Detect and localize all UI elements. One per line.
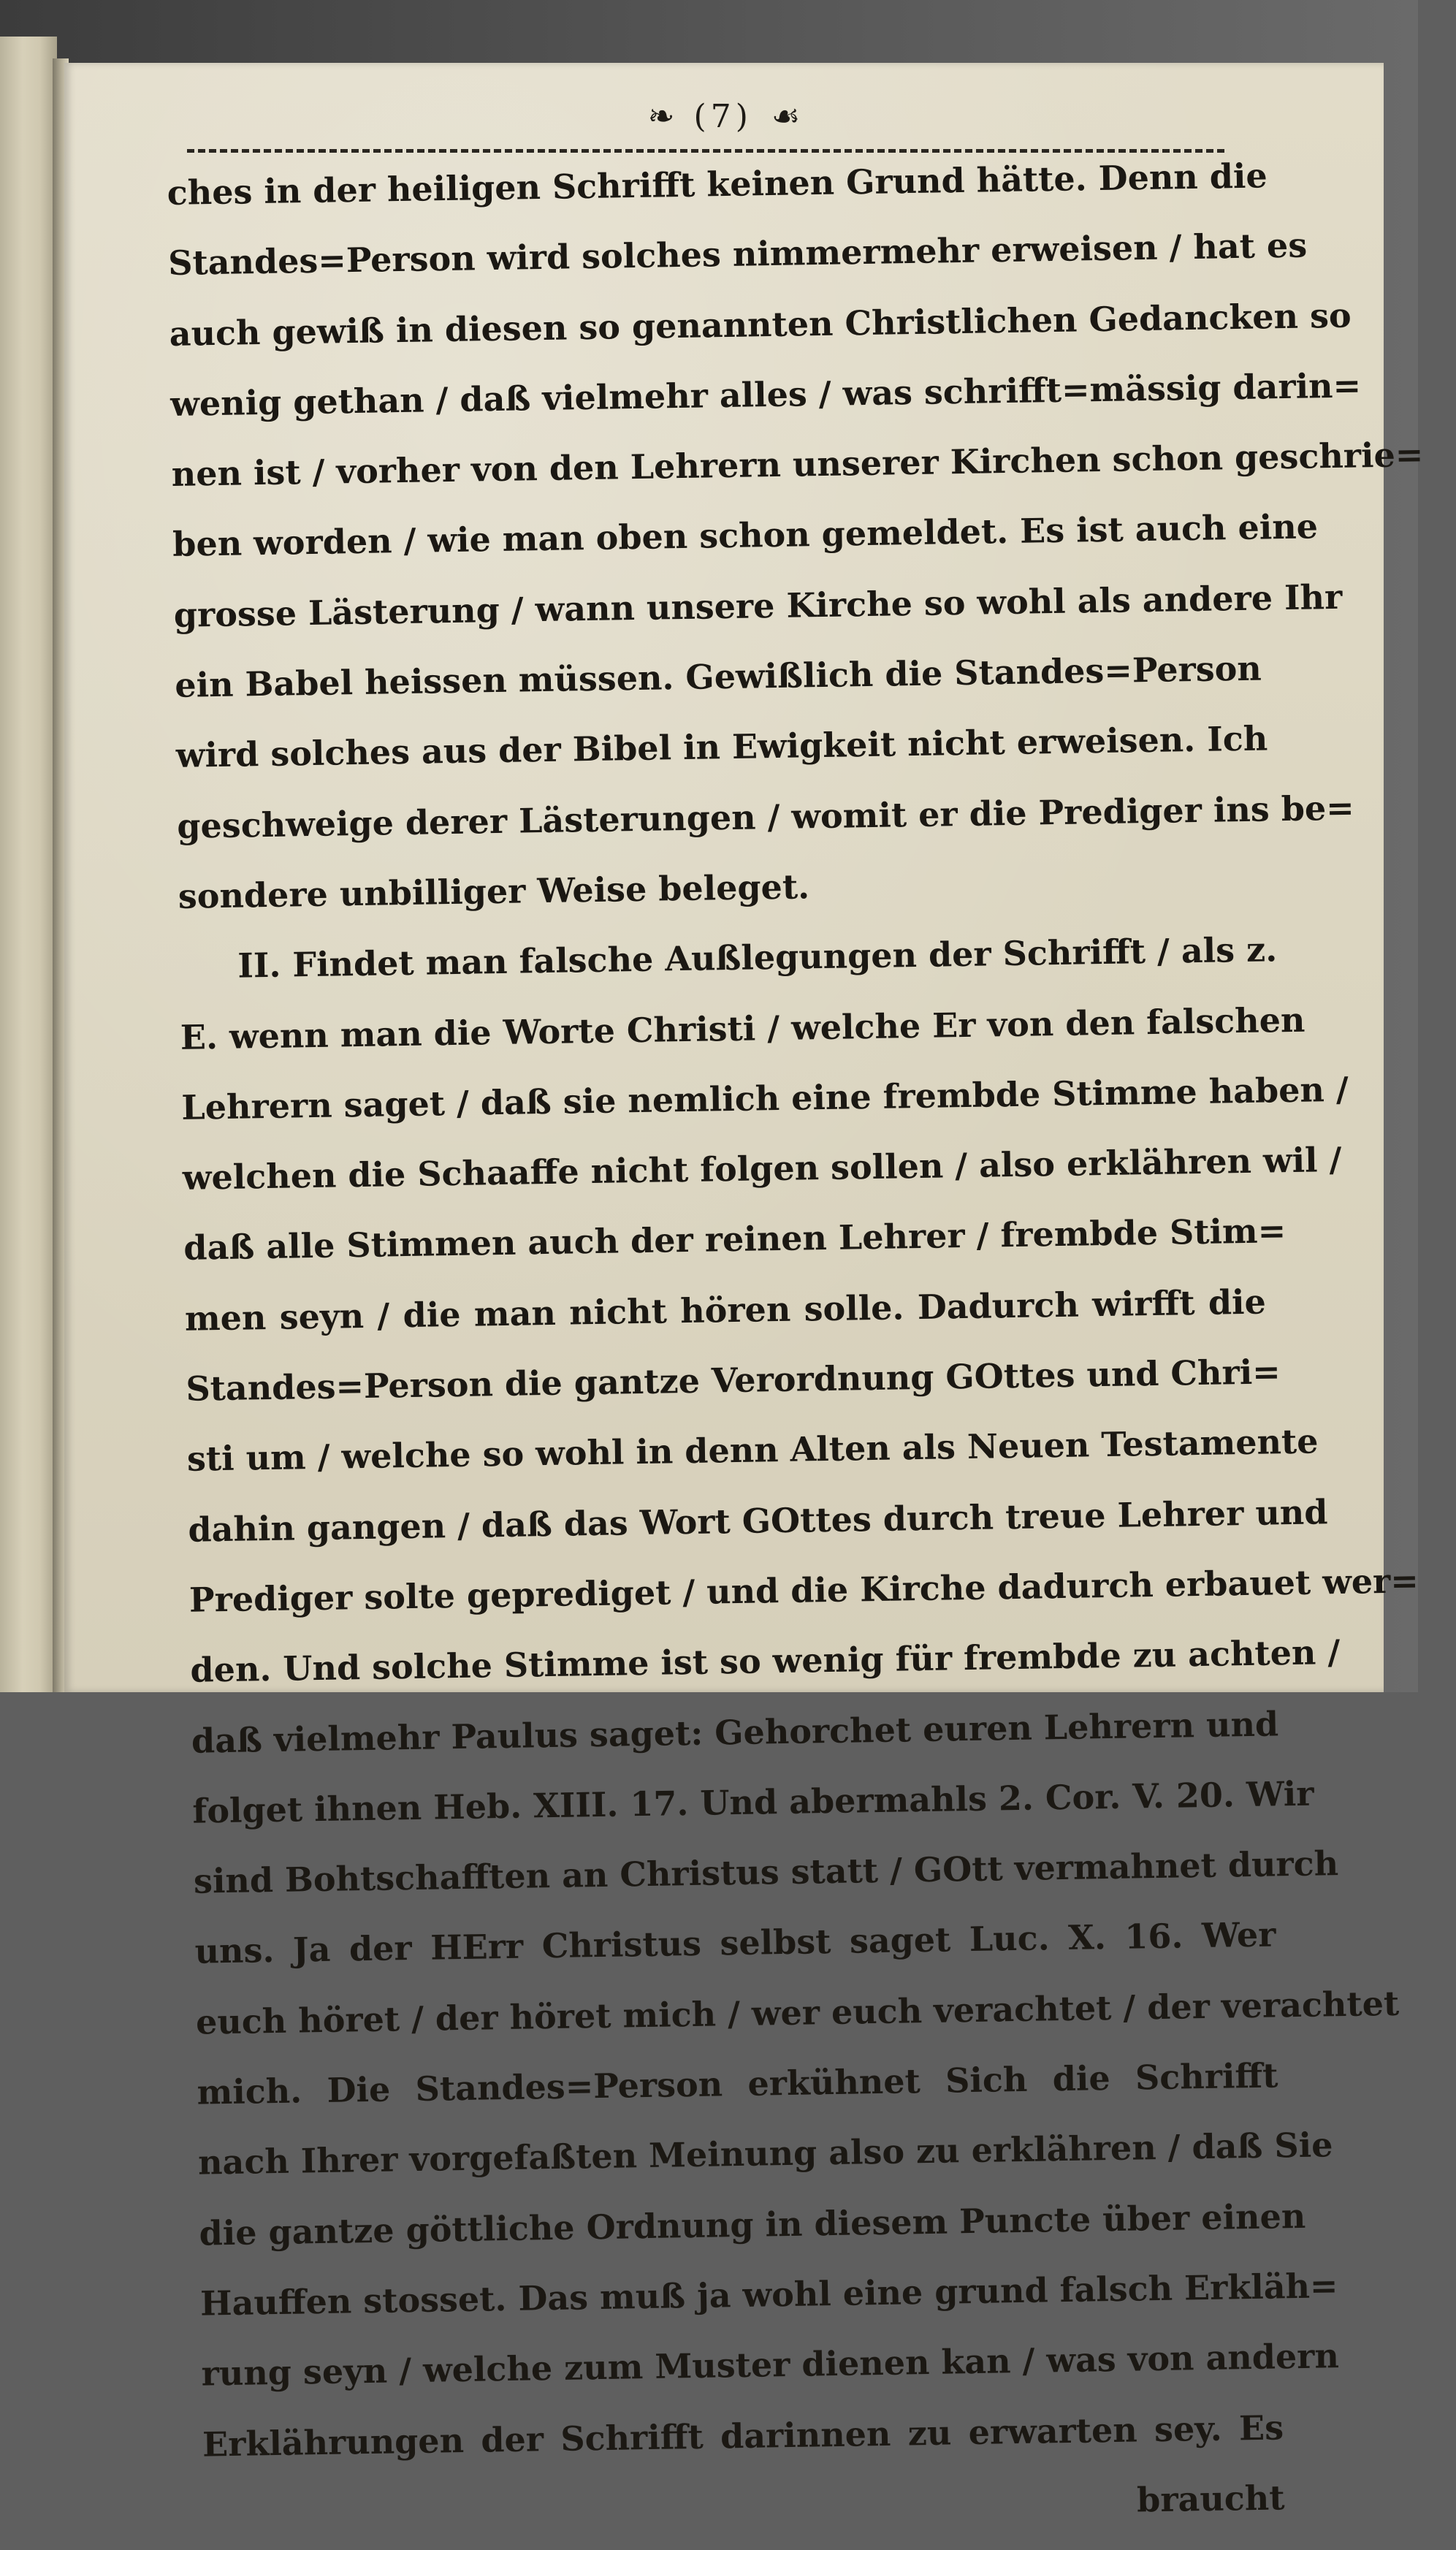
text-line: wenig gethan / daß vielmehr alles / was schrifft=mässig darin= — [169, 365, 1362, 424]
text-line: dahin gangen / daß das Wort GOttes durch treue Lehrer und — [188, 1491, 1328, 1550]
ornament-left-icon: ❧ — [647, 97, 675, 135]
text-line: geschweige derer Lästerungen / womit er die Prediger ins be= — [176, 788, 1355, 846]
text-line: ches in der heiligen Schrifft keinen Grund hätte. Denn die — [167, 156, 1268, 213]
text-line: nen ist / vorher von den Lehrern unserer Kirchen schon geschrie= — [171, 435, 1424, 495]
text-line: rung seyn / welche zum Muster dienen kan / was von andern — [201, 2336, 1340, 2394]
text-line: wird solches aus der Bibel in Ewigkeit nicht erweisen. Ich — [175, 718, 1268, 776]
text-line: grosse Lästerung / wann unsere Kirche so wohl als andere Ihr — [173, 576, 1343, 635]
text-line: welchen die Schaaffe nicht folgen sollen / also erklähren wil / — [182, 1140, 1342, 1198]
text-line: daß vielmehr Paulus saget: Gehorchet euren Lehrern und — [191, 1703, 1279, 1761]
text-line: ein Babel heissen müssen. Gewißlich die Standes=Person — [174, 648, 1262, 705]
running-header — [64, 98, 1384, 135]
text-line: die gantze göttliche Ordnung in diesem Puncte über einen — [199, 2196, 1306, 2253]
text-line: euch höret / der höret mich / wer euch verachtet / der verachtet — [195, 1983, 1400, 2042]
text-line: sti um / welche so wohl in denn Alten als Neuen Testamente — [186, 1421, 1319, 1480]
text-line: daß alle Stimmen auch der reinen Lehrer / frembde Stim= — [183, 1211, 1287, 1268]
page-number: (7) — [693, 98, 752, 135]
book-page — [64, 63, 1424, 2520]
text-line: auch gewiß in diesen so genannten Christlichen Gedancken so — [169, 295, 1352, 354]
text-line: Prediger solte geprediget / und die Kirche dadurch erbauet wer= — [188, 1561, 1419, 1620]
catchword: braucht — [1136, 2478, 1285, 2520]
text-line: folget ihnen Heb. XIII. 17. Und abermahls 2. Cor. V. 20. Wir — [192, 1773, 1314, 1831]
text-line: E. wenn man die Worte Christi / welche Er von den falschen — [180, 1000, 1306, 1057]
facing-page-edge — [0, 37, 57, 1692]
text-line: den. Und solche Stimme ist so wenig für frembde zu achten / — [190, 1632, 1341, 1690]
ornament-right-icon: ☙ — [771, 97, 801, 135]
text-line: mich. Die Standes=Person erkühnet Sich die Schrifft — [197, 2055, 1278, 2112]
text-line: II. Findet man falsche Außlegungen der Schrifft / als z. — [237, 929, 1278, 986]
text-line: Erklährungen der Schrifft darinnen zu erwarten sey. Es — [202, 2407, 1284, 2465]
text-line: sind Bohtschafften an Christus statt / GOtt vermahnet durch — [193, 1843, 1339, 1901]
text-line: men seyn / die man nicht hören solle. Dadurch wirfft die — [184, 1282, 1267, 1339]
text-line: ben worden / wie man oben schon gemeldet. Es ist auch eine — [172, 506, 1319, 565]
text-line: Lehrern saget / daß sie nemlich eine frembde Stimme haben / — [180, 1069, 1349, 1127]
text-line: Standes=Person die gantze Verordnung GOttes und Chri= — [186, 1352, 1281, 1409]
text-line: uns. Ja der HErr Christus selbst saget Luc. X. 16. Wer — [194, 1914, 1276, 1972]
body-text — [167, 141, 1424, 2550]
text-line: nach Ihrer vorgefaßten Meinung also zu erklähren / daß Sie — [197, 2125, 1333, 2182]
text-line: Standes=Person wird solches nimmermehr erweisen / hat es — [167, 225, 1308, 283]
text-line: sondere unbilliger Weise beleget. — [178, 867, 810, 916]
text-line: Hauffen stosset. Das muß ja wohl eine grund falsch Erkläh= — [199, 2266, 1338, 2323]
